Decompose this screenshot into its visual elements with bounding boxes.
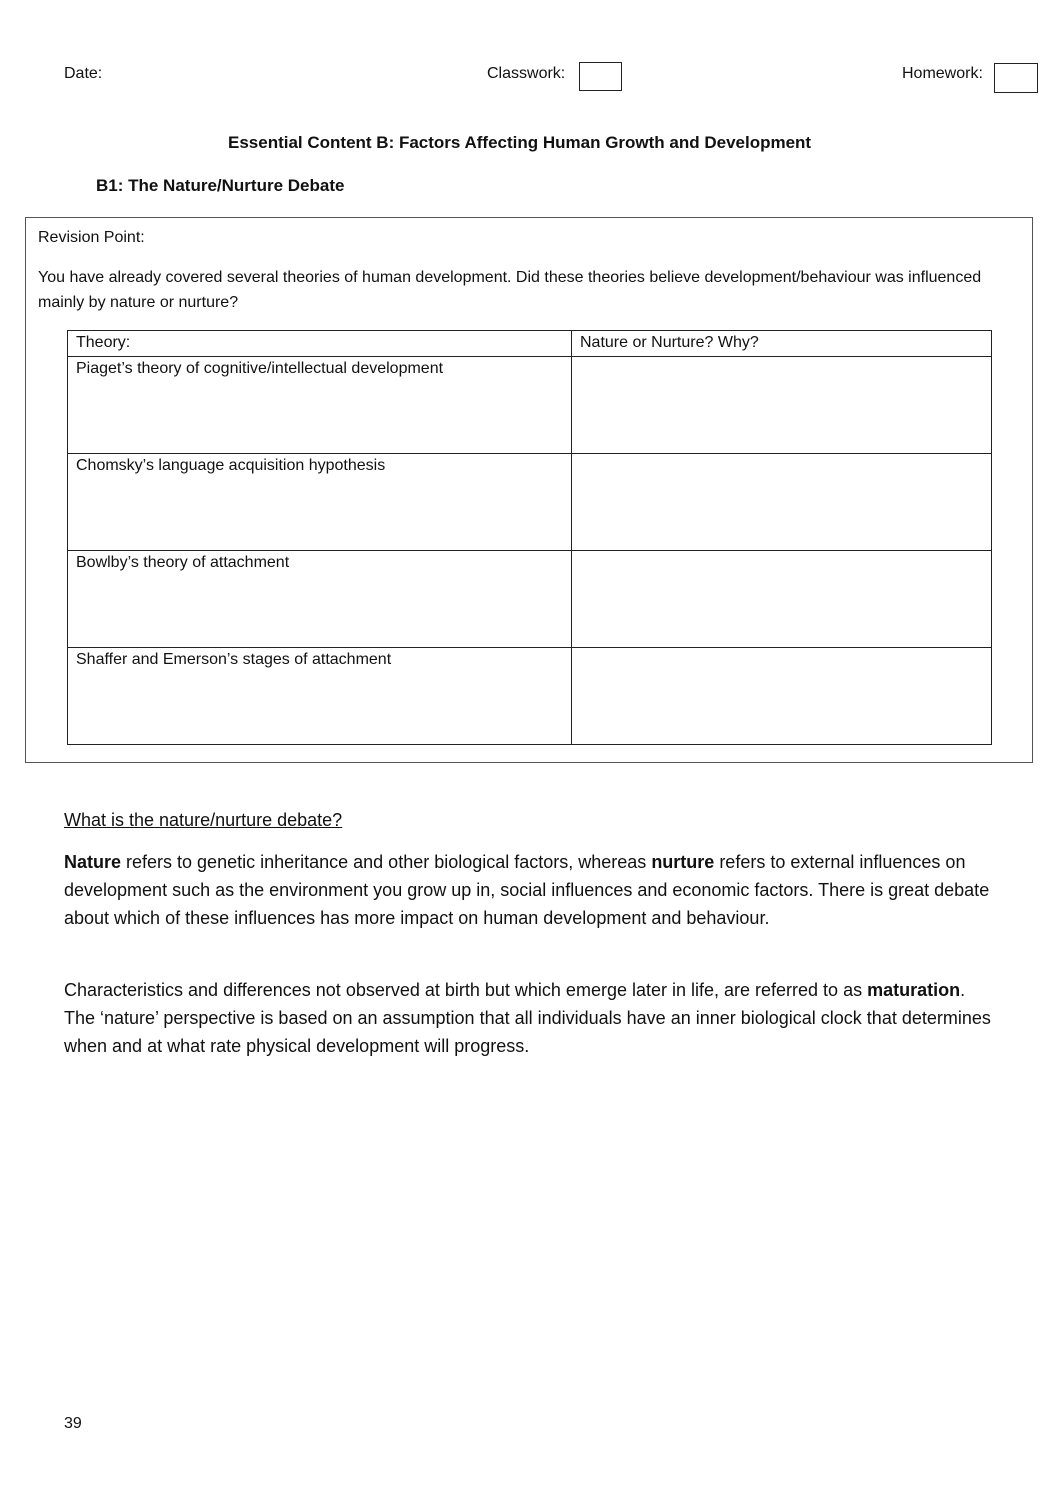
table-row	[68, 454, 992, 551]
page-title: Essential Content B: Factors Affecting Human Growth and Development	[228, 133, 812, 152]
term-nurture: nurture	[651, 852, 715, 872]
answer-cell[interactable]	[572, 454, 992, 551]
section-heading: What is the nature/nurture debate?	[64, 810, 343, 830]
para2-text-2: . The ‘nature’ perspective is based on an assumption that all individuals have an inner biological clock that determines when and at what rate physical development will progress.	[64, 980, 991, 1056]
theory-cell: Piaget’s theory of cognitive/intellectual development	[68, 357, 572, 454]
nature-nurture-paragraph	[64, 848, 999, 932]
date-label: Date:	[64, 65, 103, 82]
page-number: 39	[64, 1415, 82, 1432]
theory-cell: Shaffer and Emerson’s stages of attachment	[68, 648, 572, 745]
header-theory: Theory:	[68, 331, 572, 357]
homework-checkbox[interactable]	[994, 63, 1038, 93]
theory-table	[67, 330, 992, 745]
revision-question: You have already covered several theories of human development. Did these theories believe development/behaviour was influenced mainly by nature or nurture?	[38, 269, 982, 311]
para1-text-2: refers to external influences on development such as the environment you grow up in, social influences and economic factors. There is great debate about which of these influences has more impact on human development and behaviour.	[64, 852, 990, 928]
para1-text-1: refers to genetic inheritance and other biological factors, whereas	[121, 852, 652, 872]
table-header-row	[68, 331, 992, 357]
section-subtitle: B1: The Nature/Nurture Debate	[96, 176, 345, 195]
table-row	[68, 551, 992, 648]
term-maturation: maturation	[867, 980, 961, 1000]
theory-cell: Chomsky’s language acquisition hypothesis	[68, 454, 572, 551]
table-row	[68, 648, 992, 745]
header-nature-nurture: Nature or Nurture? Why?	[572, 331, 992, 357]
table-row	[68, 357, 992, 454]
answer-cell[interactable]	[572, 648, 992, 745]
answer-cell[interactable]	[572, 551, 992, 648]
term-nature: Nature	[64, 852, 122, 872]
classwork-checkbox[interactable]	[579, 62, 622, 91]
answer-cell[interactable]	[572, 357, 992, 454]
para2-text-1: Characteristics and differences not observed at birth but which emerge later in life, are referred to as	[64, 980, 868, 1000]
revision-point-label: Revision Point:	[38, 229, 145, 246]
classwork-label: Classwork:	[487, 65, 566, 82]
homework-label: Homework:	[902, 65, 983, 82]
maturation-paragraph	[64, 976, 999, 1060]
theory-cell: Bowlby’s theory of attachment	[68, 551, 572, 648]
